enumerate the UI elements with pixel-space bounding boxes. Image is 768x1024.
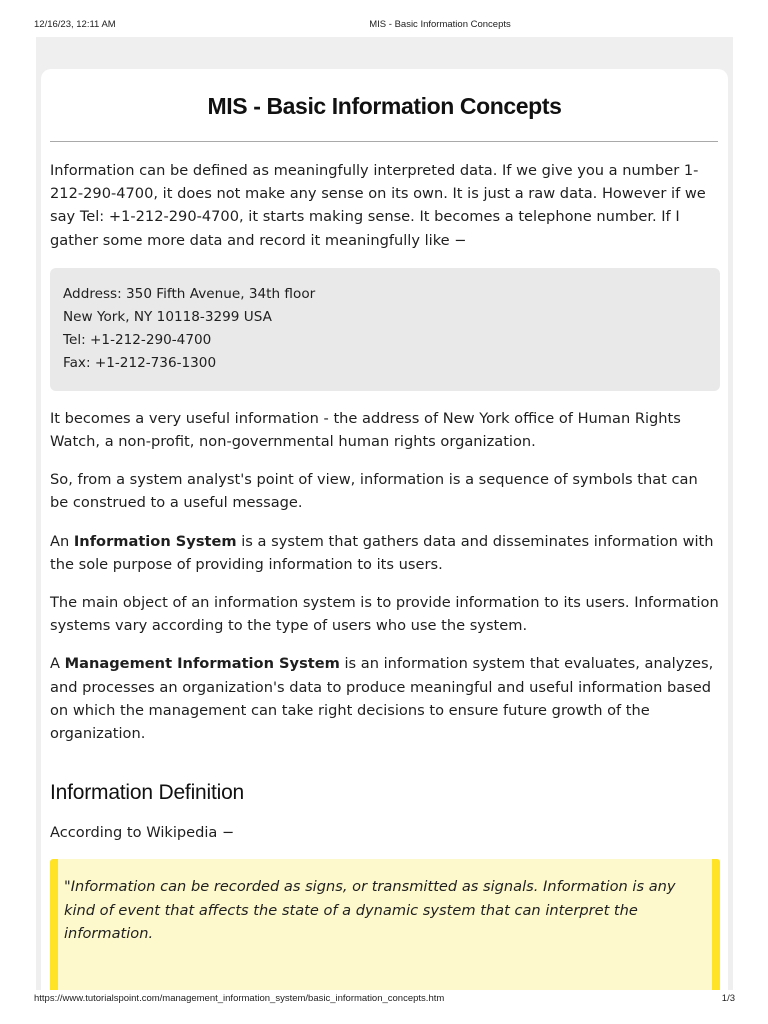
page-title: MIS - Basic Information Concepts <box>207 93 562 119</box>
mis-prefix: A <box>50 655 65 673</box>
information-system-term: Information System <box>73 532 237 550</box>
information-system-paragraph <box>50 530 720 576</box>
address-line: Tel: +1-212-290-4700 <box>63 332 212 349</box>
print-page-number: 1/3 <box>721 993 735 1004</box>
symbols-paragraph: So, from a system analyst's point of view, information is a sequence of symbols that can be construed to a useful message. <box>50 471 698 512</box>
print-datetime: 12/16/23, 12:11 AM <box>34 19 116 30</box>
quote-text: "Information can be recorded as signs, or transmitted as signals. Information is any kind of event that affects the state of a dynamic system that can interpret the information. <box>64 878 676 942</box>
article-content <box>50 159 720 990</box>
address-line: New York, NY 10118-3299 USA <box>63 309 272 326</box>
is-prefix: An <box>50 532 74 550</box>
article-card <box>41 69 728 990</box>
useful-information-paragraph: It becomes a very useful information - the address of New York office of Human Rights Watch, a non-profit, non-governmental human rights organization. <box>50 409 681 451</box>
address-line: Address: 350 Fifth Avenue, 34th floor <box>63 285 316 302</box>
section-heading-information-definition: Information Definition <box>50 781 245 805</box>
address-line: Fax: +1-212-736-1300 <box>63 355 217 372</box>
wikipedia-quote-block <box>50 859 720 990</box>
mis-suffix: is an information system that evaluates, analyzes, and processes an organization's data to produce meaningful and useful information based on which the management can take right decisions to ensure future growth of the organization. <box>50 655 714 743</box>
mis-paragraph <box>50 652 720 745</box>
wikipedia-intro: According to Wikipedia − <box>50 824 235 842</box>
address-code-block <box>50 268 720 391</box>
mis-term: Management Information System <box>64 655 340 673</box>
main-object-paragraph: The main object of an information system is to provide information to its users. Information systems vary according to the type of users who use the system. <box>50 594 719 635</box>
is-suffix: is a system that gathers data and disseminates information with the sole purpose of providing information to its users. <box>50 532 714 573</box>
title-divider <box>50 141 718 142</box>
print-header <box>0 0 768 36</box>
print-doc-title: MIS - Basic Information Concepts <box>369 19 511 30</box>
print-page-url: https://www.tutorialspoint.com/management_information_system/basic_information_concepts.htm <box>34 993 445 1004</box>
intro-paragraph: Information can be defined as meaningfully interpreted data. If we give you a number 1-212-290-4700, it does not make any sense on its own. It is just a raw data. However if we say Tel: +1-212-290-4700, it starts making sense. It becomes a telephone number. If I gather some more data and record it meaningfully like − <box>50 162 706 249</box>
print-footer <box>0 990 768 1024</box>
